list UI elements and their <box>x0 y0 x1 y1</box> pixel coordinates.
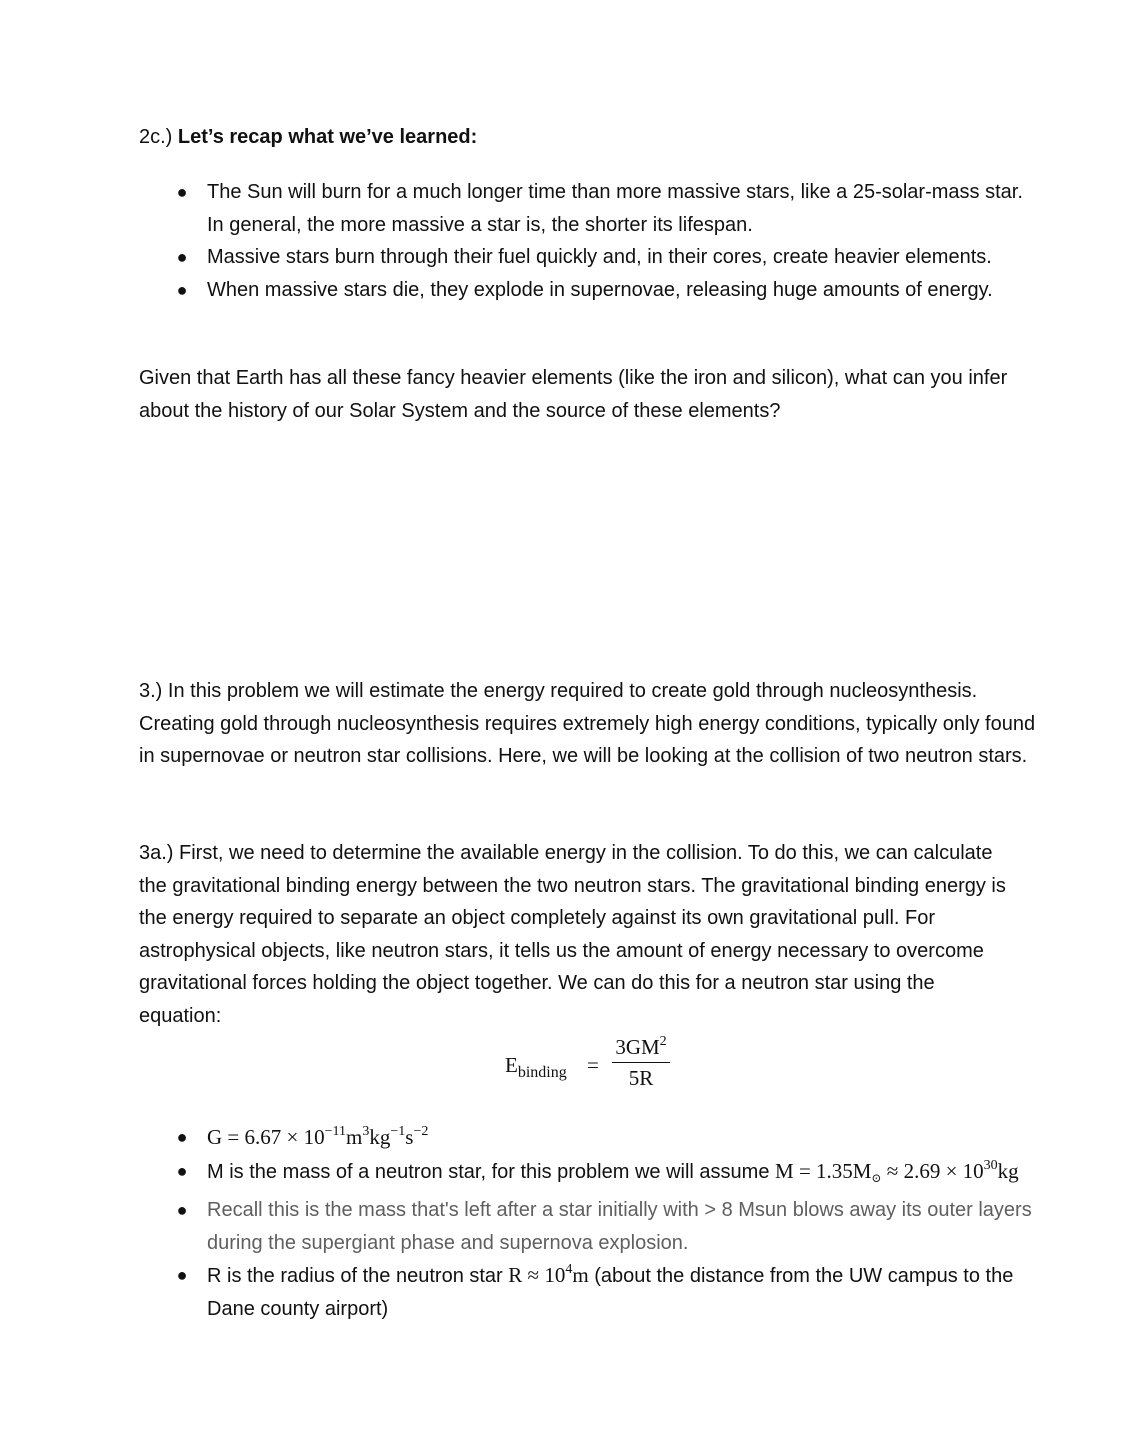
recap-item-text: Massive stars burn through their fuel quickly and, in their cores, create heavier elements. <box>207 246 992 268</box>
mass-value: M = 1.35M⊙ ≈ $2.69 \times 10^{30}kg$ <box>775 1157 1019 1185</box>
gravitational-constant: $G = 6.67 \times 10^{-11}m^3kg^{-1}s^{-2}$ <box>207 1124 429 1149</box>
radius-note: (about the distance from the UW campus to the Dane county airport) <box>207 1265 1014 1320</box>
mass-description: M is the mass of a neutron star, for this problem we will assume <box>207 1160 770 1183</box>
radius-description: R is the radius of the neutron star <box>207 1265 503 1287</box>
recap-item-text: The Sun will burn for a much longer time than more massive stars, like a 25-solar-mass star. In general, the more massive a star is, the shorter its lifespan. <box>207 181 1023 236</box>
recap-item-text: When massive stars die, they explode in supernovae, releasing huge amounts of energy. <box>207 278 993 301</box>
section-3-intro <box>139 675 1039 773</box>
list-item <box>139 1121 1039 1155</box>
equation-numerator: $3GM^2$ <box>615 1034 667 1059</box>
equation-lhs: $E_{binding}$ <box>505 1053 567 1081</box>
sun-symbol-icon: ⊙ <box>871 1170 882 1185</box>
section-2c-question <box>139 362 1019 427</box>
question-text: Given that Earth has all these fancy heavier elements (like the iron and silicon), what can you infer about the history of our Solar System and the source of these elements? <box>139 367 1008 422</box>
list-item <box>139 1194 1039 1259</box>
constants-list <box>139 1121 1039 1325</box>
list-item <box>139 274 1039 307</box>
bullet-icon: ● <box>176 1160 188 1181</box>
list-item <box>139 176 1039 241</box>
binding-energy-equation <box>505 1032 805 1096</box>
list-item <box>139 241 1039 274</box>
section-3a-text <box>139 837 1009 1032</box>
bullet-icon: ● <box>176 247 188 267</box>
radius-value: $R \approx 10^4m$ <box>508 1262 589 1287</box>
bullet-icon: ● <box>176 1127 188 1147</box>
section-3-text: 3.) In this problem we will estimate the energy required to create gold through nucleosynthesis. Creating gold through nucleosynthesis requires extremely high energy conditions, typically only found in supernovae or neutron star collisions. Here, we will be looking at the collision of two neutron stars. <box>139 680 1036 767</box>
bullet-icon: ● <box>176 1265 188 1285</box>
bullet-icon: ● <box>176 279 188 300</box>
section-2c-title: Let’s recap what we’ve learned: <box>177 126 478 148</box>
equation-equals: = <box>587 1053 599 1077</box>
section-3a-paragraph: 3a.) First, we need to determine the available energy in the collision. To do this, we can calculate the gravitational binding energy between the two neutron stars. The gravitational binding energy is the energy required to separate an object completely against its own gravitational pull. For astrophysical objects, like neutron stars, it tells us the amount of energy necessary to overcome gravitational forces holding the object together. We can do this for a neutron star using the equation: <box>139 842 1006 1027</box>
bullet-icon: ● <box>176 182 188 202</box>
section-2c-label: 2c.) <box>139 126 173 148</box>
bullet-icon: ● <box>176 1200 188 1220</box>
list-item <box>139 1259 1039 1325</box>
list-item <box>139 1155 1039 1195</box>
recap-list <box>139 176 1039 306</box>
equation-fraction <box>612 1032 670 1093</box>
equation-denominator: 5R <box>628 1066 654 1090</box>
mass-note: Recall this is the mass that's left after a star initially with > 8 Msun blows away its outer layers during the supergiant phase and supernova explosion. <box>207 1199 1032 1254</box>
section-2c-heading <box>139 121 1039 154</box>
